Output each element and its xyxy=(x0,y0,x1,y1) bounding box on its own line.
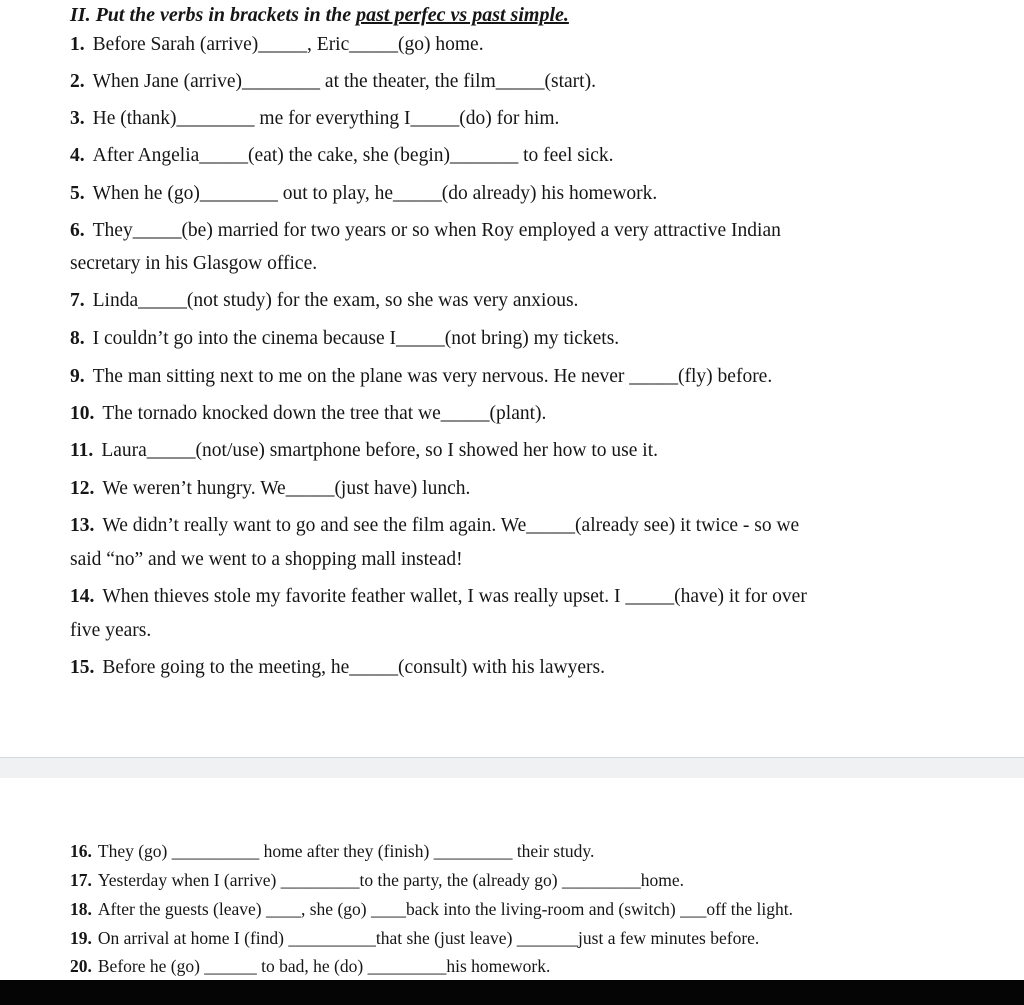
bottom-black-bar xyxy=(0,980,1024,1005)
exercise-item-13 xyxy=(70,509,799,543)
item-text: Yesterday when I (arrive) _________to the party, the (already go) _________home. xyxy=(97,870,684,890)
exercise-item-14 xyxy=(70,580,807,614)
item-number: 4. xyxy=(70,145,85,166)
heading-underlined-text: past perfec vs past simple. xyxy=(356,4,569,26)
exercise-item-20 xyxy=(70,952,550,981)
item-text: We weren’t hungry. We_____(just have) lunch. xyxy=(102,478,471,499)
exercise-item-6 xyxy=(70,214,781,248)
item-text: When he (go)________ out to play, he_____(do already) his homework. xyxy=(92,183,658,204)
item-text: Before Sarah (arrive)_____, Eric_____(go) home. xyxy=(92,34,484,55)
item-number: 5. xyxy=(70,183,85,204)
exercise-item-8 xyxy=(70,322,619,356)
item-number: 13. xyxy=(70,515,95,536)
exercise-item-2 xyxy=(70,65,596,99)
item-number: 15. xyxy=(70,657,95,678)
item-number: 1. xyxy=(70,34,85,55)
exercise-item-10 xyxy=(70,397,546,431)
item-number: 9. xyxy=(70,366,85,387)
item-text: They (go) __________ home after they (finish) _________ their study. xyxy=(97,841,595,861)
item-number: 8. xyxy=(70,328,85,349)
item-text: After the guests (leave) ____, she (go) ____back into the living-room and (switch) ___off the light. xyxy=(97,899,794,919)
item-text: On arrival at home I (find) __________that she (just leave) _______just a few minutes before. xyxy=(97,928,760,948)
item-number: 18. xyxy=(70,899,92,919)
exercise-item-18 xyxy=(70,895,793,924)
item-text: Before he (go) ______ to bad, he (do) _________his homework. xyxy=(97,956,551,976)
item-number: 20. xyxy=(70,956,92,976)
worksheet-page-bottom xyxy=(0,778,1024,981)
item-number: 14. xyxy=(70,586,95,607)
exercise-item-13-continuation: said “no” and we went to a shopping mall instead! xyxy=(70,549,463,570)
exercise-item-7 xyxy=(70,284,578,318)
exercise-item-12 xyxy=(70,472,470,506)
exercise-item-16 xyxy=(70,837,594,866)
item-text: When Jane (arrive)________ at the theater, the film_____(start). xyxy=(92,71,596,92)
exercise-item-17 xyxy=(70,866,684,895)
item-text: The tornado knocked down the tree that we_____(plant). xyxy=(102,403,547,424)
item-number: 6. xyxy=(70,220,85,241)
exercise-item-9 xyxy=(70,360,772,394)
item-text: Linda_____(not study) for the exam, so she was very anxious. xyxy=(92,290,579,311)
item-text: Before going to the meeting, he_____(consult) with his lawyers. xyxy=(102,657,605,678)
exercise-item-15 xyxy=(70,651,605,685)
item-number: 10. xyxy=(70,403,95,424)
exercise-item-1 xyxy=(70,28,484,62)
item-text: I couldn’t go into the cinema because I_____(not bring) my tickets. xyxy=(92,328,620,349)
item-text: When thieves stole my favorite feather wallet, I was really upset. I _____(have) it for over xyxy=(102,586,807,607)
item-number: 11. xyxy=(70,440,94,461)
exercise-item-6-continuation: secretary in his Glasgow office. xyxy=(70,253,318,274)
section-heading xyxy=(70,4,569,27)
item-number: 3. xyxy=(70,108,85,129)
exercise-item-3 xyxy=(70,102,559,136)
item-number: 16. xyxy=(70,841,92,861)
item-number: 19. xyxy=(70,928,92,948)
exercise-item-11 xyxy=(70,434,658,468)
item-text: We didn’t really want to go and see the film again. We_____(already see) it twice - so we xyxy=(102,515,800,536)
item-text: He (thank)________ me for everything I_____(do) for him. xyxy=(92,108,560,129)
item-text: Laura_____(not/use) smartphone before, so I showed her how to use it. xyxy=(101,440,659,461)
exercise-item-4 xyxy=(70,139,614,173)
heading-text: II. Put the verbs in brackets in the xyxy=(70,4,357,26)
exercise-item-19 xyxy=(70,924,759,953)
item-text: After Angelia_____(eat) the cake, she (begin)_______ to feel sick. xyxy=(92,145,614,166)
page-separator xyxy=(0,757,1024,779)
item-text: They_____(be) married for two years or so when Roy employed a very attractive Indian xyxy=(92,220,781,241)
exercise-item-14-continuation: five years. xyxy=(70,620,152,641)
item-number: 7. xyxy=(70,290,85,311)
item-number: 12. xyxy=(70,478,95,499)
item-number: 2. xyxy=(70,71,85,92)
exercise-item-5 xyxy=(70,177,657,211)
item-text: The man sitting next to me on the plane was very nervous. He never _____(fly) before. xyxy=(92,366,773,387)
item-number: 17. xyxy=(70,870,92,890)
